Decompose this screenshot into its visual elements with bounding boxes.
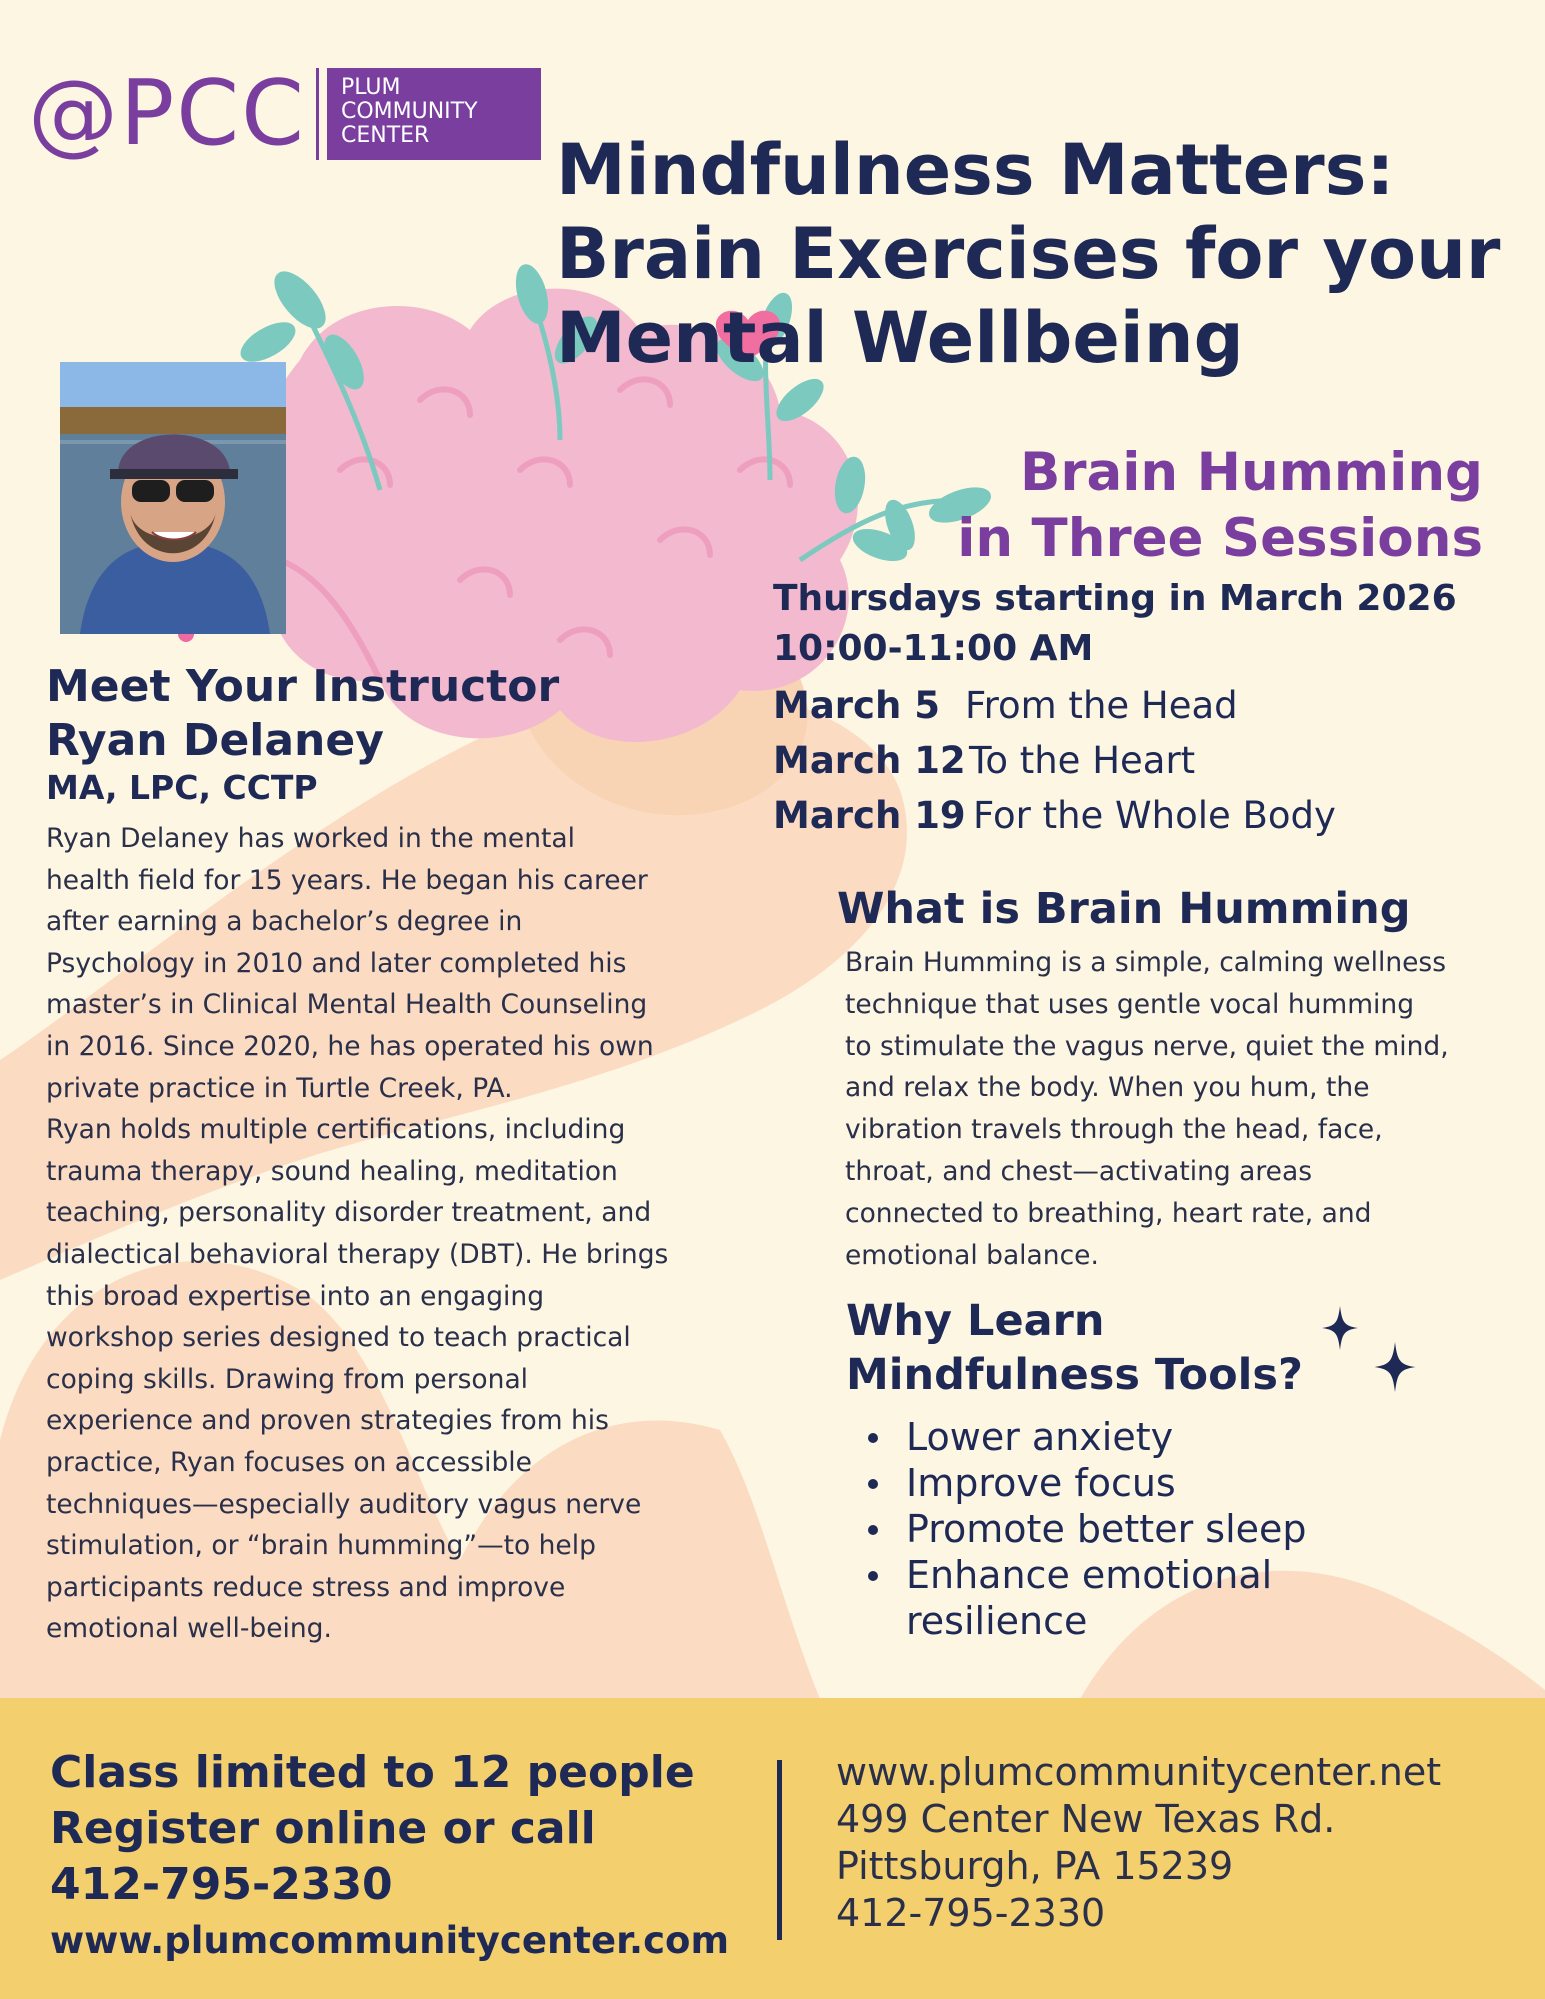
- what-line: vibration travels through the head, face,: [845, 1114, 1383, 1146]
- registration-info: [50, 1745, 729, 1969]
- class-limit: Class limited to 12 people: [50, 1747, 695, 1798]
- sparkle-icon: [1322, 1306, 1358, 1350]
- sessions-subtitle: [957, 440, 1483, 572]
- session-topic: From the Head: [965, 684, 1238, 727]
- session-date: March 19: [773, 794, 966, 837]
- what-line: to stimulate the vagus nerve, quiet the mind,: [845, 1030, 1449, 1062]
- pcc-logo: [28, 61, 541, 166]
- bio-line: coping skills. Drawing from personal: [46, 1363, 529, 1395]
- title-line: Mental Wellbeing: [556, 297, 1244, 379]
- logo-line: COMMUNITY: [340, 99, 478, 124]
- benefits-list: [862, 1414, 1307, 1644]
- benefit-item: [862, 1552, 1307, 1644]
- schedule-day: Thursdays starting in March 2026: [773, 578, 1457, 619]
- bio-line: Ryan Delaney has worked in the mental: [46, 823, 576, 854]
- logo-line: CENTER: [340, 123, 430, 148]
- contact-website-link[interactable]: www.plumcommunitycenter.net: [836, 1750, 1442, 1794]
- logo-mark: @PCC: [28, 61, 306, 166]
- why-learn-heading: [846, 1294, 1303, 1402]
- title-line: Brain Exercises for your: [556, 213, 1501, 295]
- instructor-credentials: MA, LPC, CCTP: [46, 768, 318, 807]
- session-topic: To the Heart: [969, 739, 1196, 782]
- why-heading-line: Mindfulness Tools?: [846, 1350, 1303, 1400]
- bio-line: master’s in Clinical Mental Health Counseling: [46, 989, 648, 1021]
- logo-line: PLUM: [340, 75, 401, 100]
- bio-line: in 2016. Since 2020, he has operated his own: [46, 1030, 654, 1062]
- contact-info: [836, 1749, 1441, 1937]
- bio-line: participants reduce stress and improve: [46, 1571, 566, 1603]
- bio-line: Psychology in 2010 and later completed his: [46, 947, 627, 979]
- what-line: connected to breathing, heart rate, and: [845, 1197, 1372, 1229]
- sparkle-icon: [1374, 1342, 1416, 1392]
- bio-line: private practice in Turtle Creek, PA.: [46, 1072, 513, 1104]
- benefit-item: Lower anxiety: [862, 1414, 1307, 1460]
- page-title: [556, 128, 1500, 380]
- contact-street: 499 Center New Texas Rd.: [836, 1797, 1336, 1841]
- what-is-text: [845, 942, 1449, 1276]
- meet-heading: Meet Your Instructor: [46, 661, 560, 712]
- contact-phone: 412-795-2330: [836, 1891, 1106, 1935]
- session-topic: For the Whole Body: [973, 794, 1336, 837]
- what-line: Brain Humming is a simple, calming wellness: [845, 947, 1447, 978]
- footer-divider: [777, 1760, 782, 1940]
- subtitle-line: Brain Humming: [1019, 442, 1483, 503]
- instructor-photo: [60, 362, 286, 634]
- title-line: Mindfulness Matters:: [556, 129, 1395, 211]
- benefit-line: resilience: [906, 1599, 1088, 1643]
- bio-line: health field for 15 years. He began his career: [46, 864, 648, 896]
- bio-line: stimulation, or “brain humming”—to help: [46, 1530, 596, 1562]
- subtitle-line: in Three Sessions: [957, 508, 1483, 569]
- instructor-heading: [46, 660, 559, 808]
- contact-city: Pittsburgh, PA 15239: [836, 1844, 1234, 1888]
- schedule-time: 10:00-11:00 AM: [773, 628, 1094, 669]
- bio-line: Ryan holds multiple certifications, including: [46, 1114, 626, 1146]
- footer-band: [0, 1698, 1545, 1999]
- why-heading-line: Why Learn: [846, 1296, 1105, 1346]
- bio-line: this broad expertise into an engaging: [46, 1280, 545, 1312]
- session-date: March 12: [773, 739, 966, 782]
- bio-line: practice, Ryan focuses on accessible: [46, 1446, 532, 1478]
- session-date: March 5: [773, 684, 940, 727]
- logo-text-box: [327, 68, 541, 160]
- benefit-line: Enhance emotional: [906, 1553, 1273, 1597]
- what-line: and relax the body. When you hum, the: [845, 1072, 1370, 1104]
- what-line: technique that uses gentle vocal humming: [845, 988, 1415, 1020]
- session-row: [773, 678, 1336, 733]
- schedule-header: [773, 574, 1457, 674]
- bio-line: teaching, personality disorder treatment, and: [46, 1197, 652, 1229]
- session-row: [773, 788, 1336, 843]
- bio-line: experience and proven strategies from his: [46, 1405, 609, 1437]
- benefit-item: Improve focus: [862, 1460, 1307, 1506]
- benefit-item: Promote better sleep: [862, 1506, 1307, 1552]
- bio-line: trauma therapy, sound healing, meditation: [46, 1155, 618, 1187]
- bio-line: emotional well-being.: [46, 1613, 332, 1645]
- instructor-name: Ryan Delaney: [46, 715, 384, 766]
- what-line: emotional balance.: [845, 1239, 1099, 1271]
- session-row: [773, 733, 1336, 788]
- what-line: throat, and chest—activating areas: [845, 1155, 1313, 1187]
- bio-line: techniques—especially auditory vagus nerve: [46, 1488, 642, 1520]
- what-is-heading: What is Brain Humming: [837, 884, 1411, 934]
- bio-line: after earning a bachelor’s degree in: [46, 906, 523, 938]
- session-list: [773, 678, 1336, 843]
- register-line: Register online or call: [50, 1803, 596, 1854]
- register-phone: 412-795-2330: [50, 1859, 393, 1910]
- bio-line: dialectical behavioral therapy (DBT). He brings: [46, 1238, 669, 1270]
- logo-divider: [316, 68, 319, 160]
- bio-line: workshop series designed to teach practical: [46, 1322, 631, 1354]
- register-website-link[interactable]: www.plumcommunitycenter.com: [50, 1919, 730, 1962]
- instructor-bio: [46, 818, 736, 1650]
